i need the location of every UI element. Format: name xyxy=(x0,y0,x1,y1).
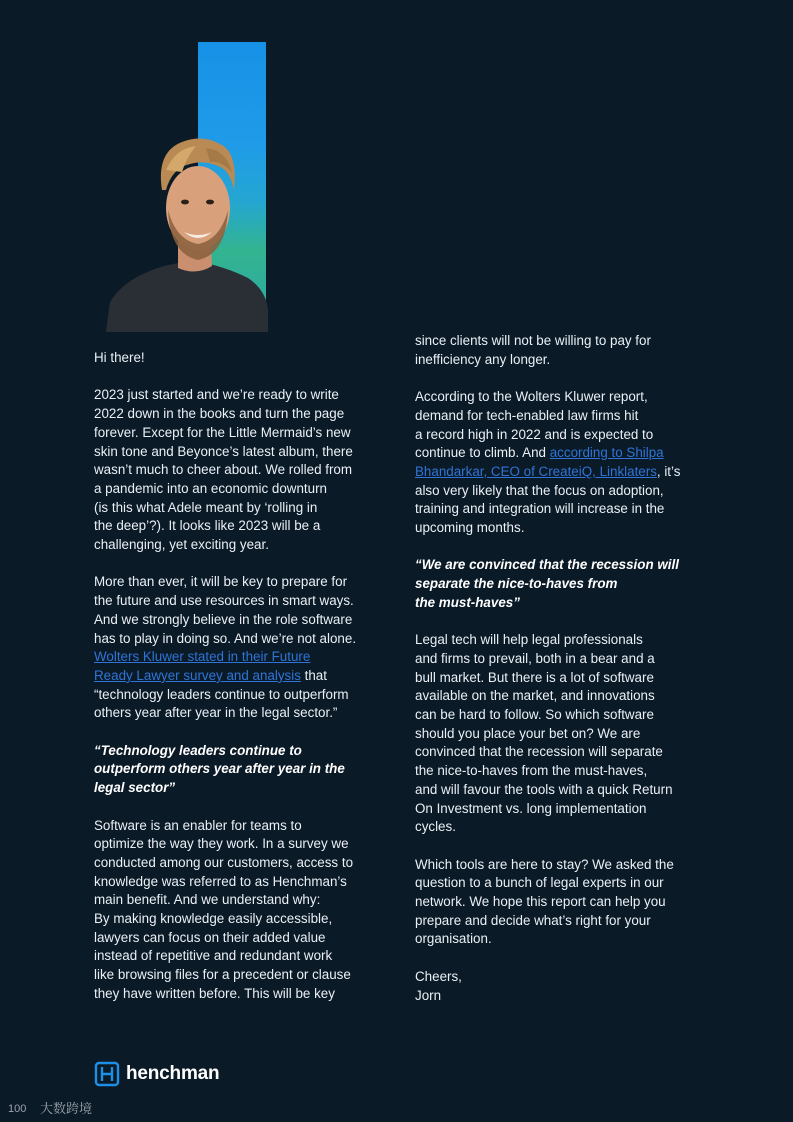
shilpa-bhandarkar-link[interactable]: according to Shilpa xyxy=(549,445,664,461)
pull-quote-technology-leaders: “Technology leaders continue to outperform others year after year in the legal sector” xyxy=(94,742,345,796)
software-paragraph: Software is an enabler for teams to optimize the way they work. In a survey we conducted among our customers, access to knowledge was referred to as Henchman’s main benefit. And we understand why: By making knowledge easily accessible, lawyers can focus on their added value instead of repetitive and redundant work like browsing files for a precedent or clause they have written before. This will be key xyxy=(94,817,354,1001)
sign-off xyxy=(415,968,715,1005)
logo-wordmark: henchman xyxy=(126,1063,220,1084)
clients-paragraph: since clients will not be willing to pay for inefficiency any longer. xyxy=(415,333,651,367)
wolters-kluwer-link[interactable]: Wolters Kluwer stated in their Future xyxy=(94,649,311,665)
author-photo xyxy=(106,40,268,332)
letter-left-column xyxy=(94,349,394,1004)
watermark xyxy=(8,1098,92,1117)
legal-tech-paragraph: Legal tech will help legal professionals and firms to prevail, both in a bear and a bull market. But there is a lot of software available on the market, and innovations can be hard to follow. So which software should you place your bet on? We are convinced that the recession will separate the nice-to-haves from the must-haves, and will favour the tools with a quick Return On Investment vs. long implementation cycles. xyxy=(415,632,673,835)
signature-name: Jorn xyxy=(415,987,442,1003)
signoff-text: Cheers, xyxy=(415,968,462,984)
henchman-logo xyxy=(94,1060,219,1088)
letter-right-column xyxy=(415,332,715,1005)
which-tools-paragraph: Which tools are here to stay? We asked the question to a bunch of legal experts in our network. We hope this report can help you prepare and decide what’s right for your organisation. xyxy=(415,856,674,947)
shilpa-bhandarkar-link-cont[interactable]: Bhandarkar, CEO of CreateiQ, Linklaters xyxy=(415,463,657,479)
watermark-icon xyxy=(8,1100,36,1116)
author-portrait xyxy=(106,40,268,332)
future-paragraph: More than ever, it will be key to prepare for the future and use resources in smart ways. And we strongly believe in the role software has to play in doing so. And we’re not alone. Wolters Kluwer stated in their Future Ready Lawyer survey and analysis that “technology leaders continue to outperform others year after year in the legal sector.” xyxy=(94,574,357,721)
pull-quote-recession: “We are convinced that the recession will separate the nice-to-haves from the must-haves” xyxy=(415,557,679,610)
watermark-text: 大数跨境 xyxy=(40,1101,93,1116)
wolters-kluwer-link-cont[interactable]: Ready Lawyer survey and analysis xyxy=(94,667,301,683)
svg-text:100: 100 xyxy=(8,1102,27,1115)
intro-paragraph: 2023 just started and we’re ready to write 2022 down in the books and turn the page forever. Except for the Little Mermaid’s new skin tone and Beyonce’s latest album, there wasn’t much to cheer about. We rolled from a pandemic into an economic downturn (is this what Adele meant by ‘rolling in the deep’?). It looks like 2023 will be a challenging, yet exciting year. xyxy=(94,387,353,553)
greeting: Hi there! xyxy=(94,350,145,365)
henchman-logo-icon xyxy=(94,1061,120,1087)
wolters-report-paragraph: According to the Wolters Kluwer report, demand for tech-enabled law firms hit a record high in 2022 and is expected to continue to climb. And according to Shilpa Bhandarkar, CEO of CreateiQ, Linklaters, it’s also very likely that the focus on adoption, training and integration will increase in the upcoming months. xyxy=(415,389,681,536)
